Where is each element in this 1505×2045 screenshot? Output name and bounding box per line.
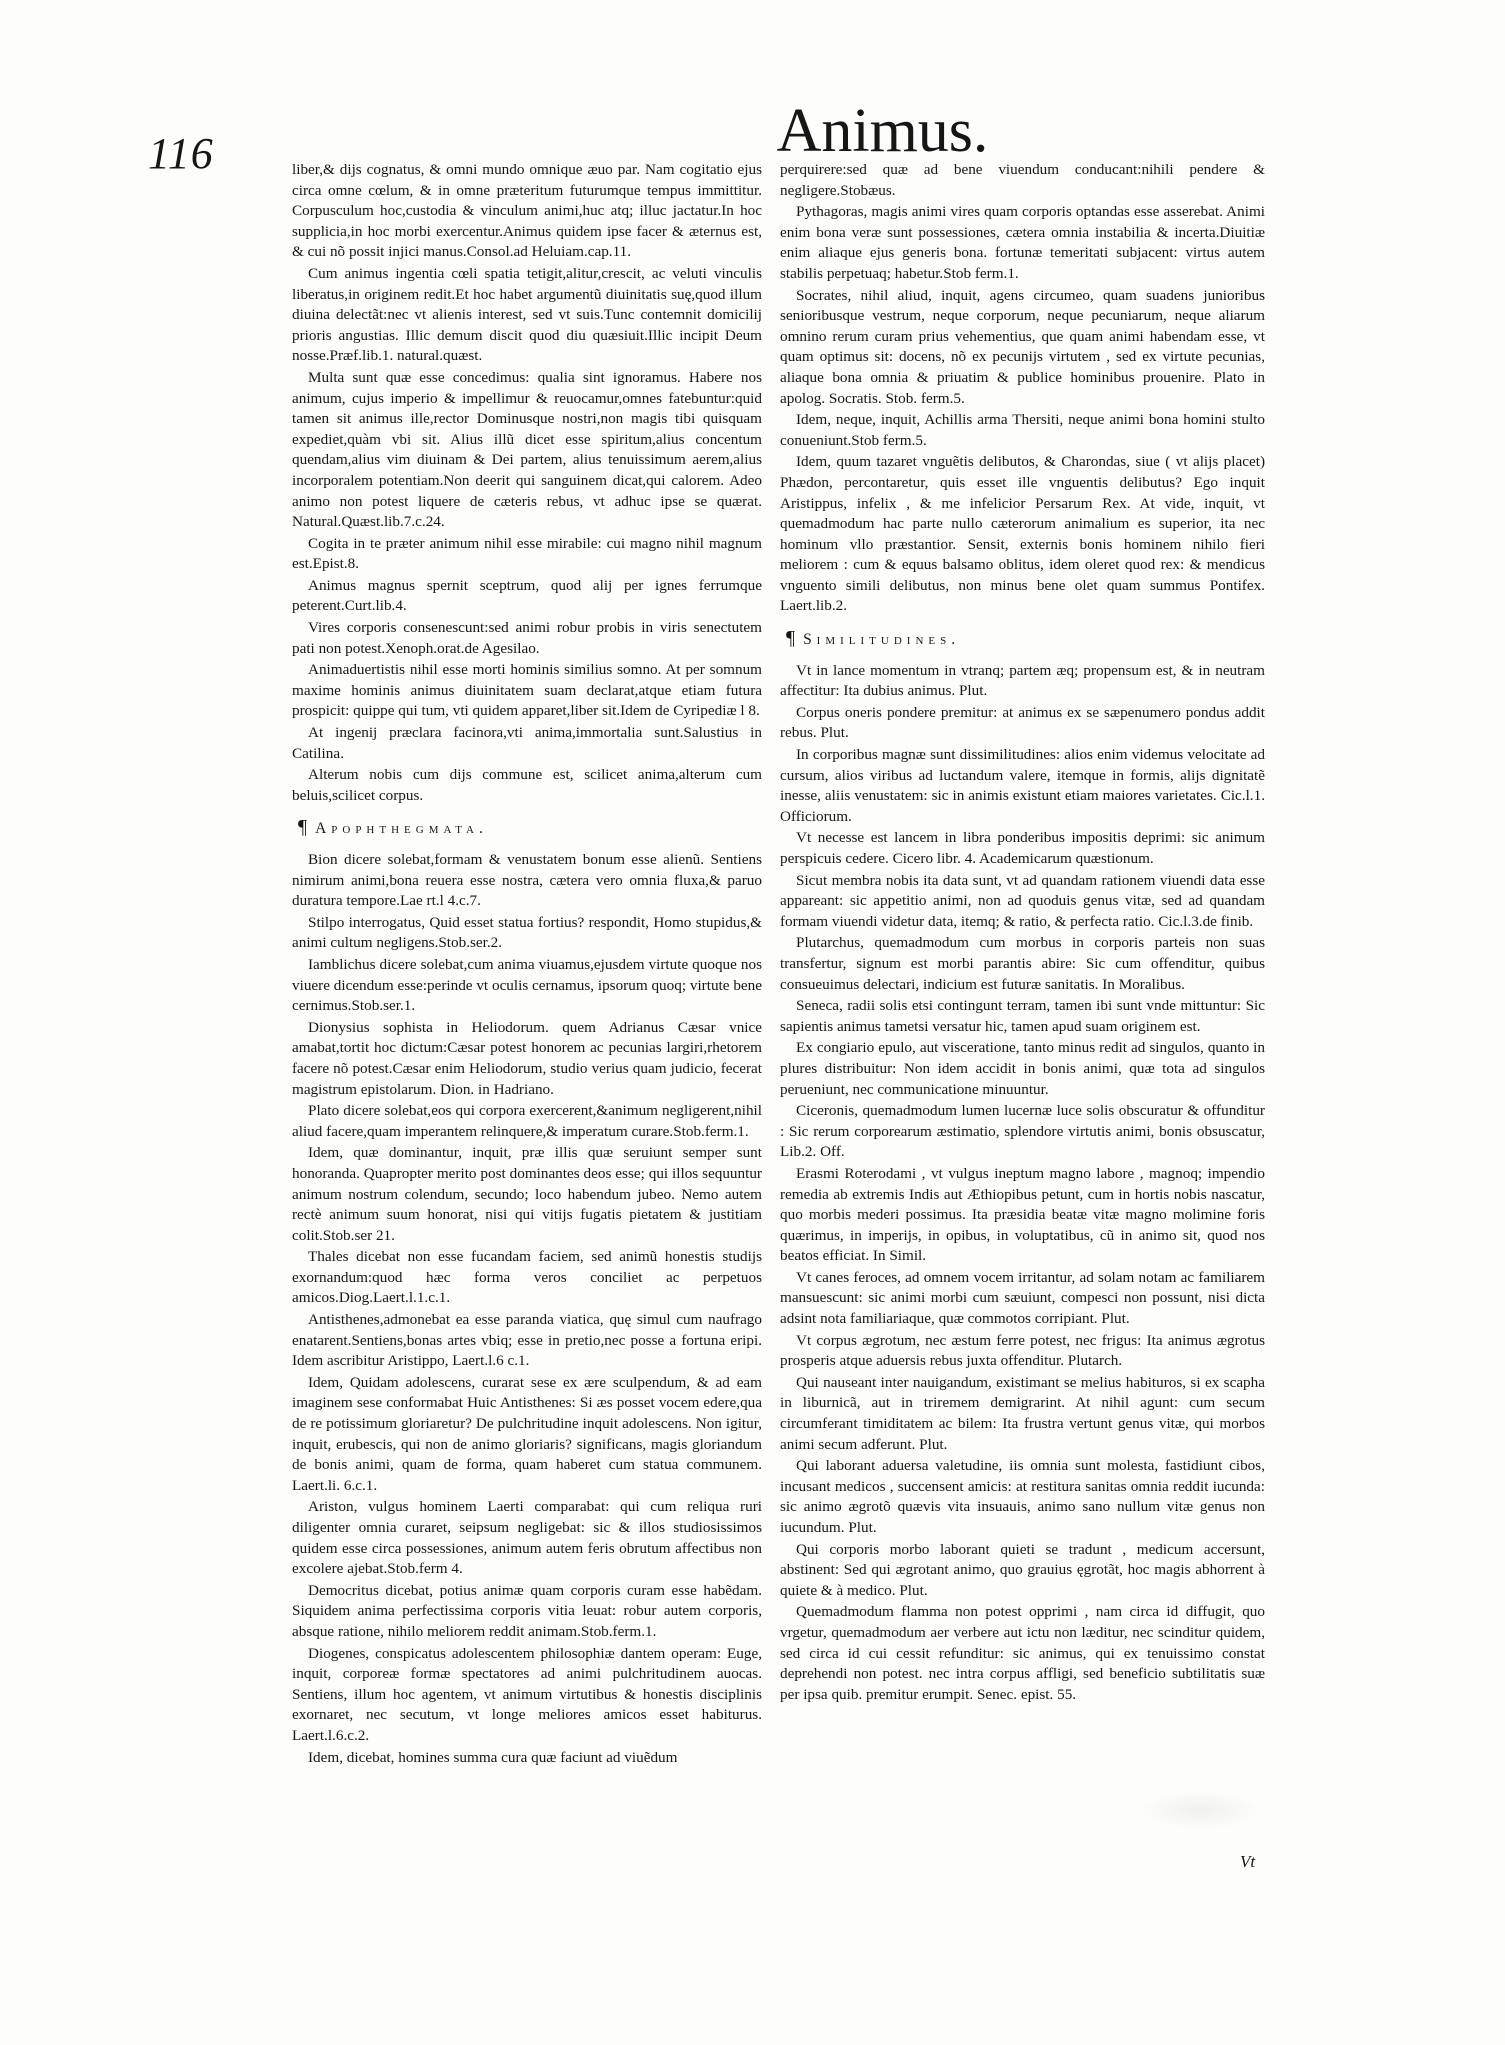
paragraph: Animaduertistis nihil esse morti hominis similius somno. At per somnum maxime hominis animus diuinitatem suam declarat,atque etiam futura prospicit: quippe qui tum, vti quidem apparet,liber sit.Idem de Cyripediæ l 8.	[292, 661, 762, 720]
paragraph: Thales dicebat non esse fucandam faciem, sed animũ honestis studijs exornandum:quod hæc forma veros conciliet ac perpetuos amicos.Diog.Laert.l.1.c.1.	[292, 1248, 762, 1307]
paragraph: perquirere:sed quæ ad bene viuendum conducant:nihili pendere & negligere.Stobæus.	[780, 161, 1265, 199]
section-heading-text: Similitudines.	[803, 631, 961, 649]
paragraph: Stilpo interrogatus, Quid esset statua fortius? respondit, Homo stupidus,& animi cultum negligens.Stob.ser.2.	[292, 913, 762, 952]
paragraph: Alterum nobis cum dijs commune est, scilicet anima,alterum cum beluis,scilicet corpus.	[292, 766, 762, 804]
paragraph: Idem, quæ dominantur, inquit, præ illis quæ seruiunt semper sunt honoranda. Quapropter merito post dominantes deos esse; qui illos sequuntur animum nostrum colendum, secundo; loco habendum jubeo. Nemo autem rectè animum suum honorat, nisi qui vitijs fugatis pietatem & justitiam colit.Stob.ser 21.	[292, 1144, 762, 1244]
paragraph: Multa sunt quæ esse concedimus: qualia sint ignoramus. Habere nos animum, cujus imperio & impellimur & reuocamur,omnes fatebuntur:quid tamen sit animus ille,rector Dominusque nostri,non magis tibi quisquam expediet,quàm vbi sit. Alius illũ dicet esse spiritum,alius concentum quendam,alius vim diuinam & Dei partem, alius tenuissimum aerem,alius incorporalem potentiam.Non deerit qui sanguinem dicat,qui calorem. Adeo animo non potest liquere de cæteris rebus, vt adhuc ipse se quærat. Natural.Quæst.lib.7.c.24.	[292, 368, 762, 531]
paragraph: Erasmi Roterodami , vt vulgus ineptum magno labore , magnoq; impendio remedia ab extremis Indis aut Æthiopibus petunt, cum in hortis nobis nascatur, quo morbis mederi possimus. Ita præsidia beatæ vitæ magno molimine foris quærimus, in imperijs, in opibus, in voluptatibus, cũ in animo sit, quod nos beatos efficiat. In Simil.	[780, 1164, 1265, 1265]
paragraph: Bion dicere solebat,formam & venustatem bonum esse alienũ. Sentiens nimirum animi,bona reuera esse nostra, cætera vero omnia fluxa,& paruo duratura tempore.Lae rt.l 4.c.7.	[292, 851, 762, 910]
paragraph: Idem, quum tazaret vnguẽtis delibutos, & Charondas, siue ( vt alijs placet) Phædon, percontaretur, quis esset ille vnguentis delibutus? Ego inquit Aristippus, infelix , & me infelicior Persarum Rex. At vide, inquit, vt quemadmodum hac parte nullo cæterorum animalium es superior, ita nec hominum vllo præstantior. Sensit, externis bonis hominem nihilo fieri meliorem : cum & equus balsamo oblitus, idem oleret quod rex: & mendicus vnguento simili delibutus, non minus bene olet quam summus Pontifex. Laert.lib.2.	[780, 453, 1265, 615]
paragraph: Qui corporis morbo laborant quieti se tradunt , medicum accersunt, abstinent: Sed qui ægrotant animo, quo grauius ęgrotãt, hoc magis abhorrent à quiete & à medico. Plut.	[780, 1540, 1265, 1599]
paragraph: Qui nauseant inter nauigandum, existimant se melius habituros, si ex scapha in liburnicã, aut in triremem demigrarint. At nihil agunt: cum secum circumferant timiditatem ac bilem: Ita frustra vertunt genus vitæ, qui morbos animi secum adferunt. Plut.	[780, 1373, 1265, 1453]
paragraph: Quemadmodum flamma non potest opprimi , nam circa id diffugit, quo vrgetur, quemadmodum aer verbere aut ictu non læditur, nec scinditur quidem, sed circa id cui cessit refunditur: sic animus, qui ex tenuissimo constat deprehendi non potest. nec intra corpus affligi, sed beneficio subtilitatis suæ per ipsa quib. premitur erumpit. Senec. epist. 55.	[780, 1603, 1265, 1703]
paragraph: Corpus oneris pondere premitur: at animus ex se sæpenumero pondus addit rebus. Plut.	[780, 703, 1265, 742]
paragraph: At ingenij præclara facinora,vti anima,immortalia sunt.Salustius in Catilina.	[292, 724, 762, 762]
paragraph: Dionysius sophista in Heliodorum. quem Adrianus Cæsar vnice amabat,tortit hoc dictum:Cæsar potest honorem ac pecunias largiri,rhetorem facere nõ potest.Cæsar enim Heliodorum, studio verius quam judicio, fecerat magistrum epistolarum. Dion. in Hadriano.	[292, 1018, 762, 1098]
running-head: Animus.	[776, 97, 989, 165]
page-number: 116	[148, 129, 214, 178]
paragraph: Plato dicere solebat,eos qui corpora exercerent,&animum negligerent,nihil aliud facere,quam imperantem relinquere,& imperatum curare.Stob.ferm.1.	[292, 1102, 762, 1140]
catchword: Vt	[1240, 1852, 1256, 1871]
ink-smudge	[1140, 1790, 1260, 1830]
paragraph: Plutarchus, quemadmodum cum morbus in corporis parteis non suas transfertur, signum est morbi parantis abire: Sic cum offenditur, quibus consueuimus delectari, indicium est futuræ sanitatis. In Moralibus.	[780, 934, 1265, 993]
paragraph: Socrates, nihil aliud, inquit, agens circumeo, quam suadens junioribus senioribusque vestrum, neque corporum, neque pecuniarum, neque aliarum omnino rerum curam prius vehementius, que quam animi habendam esse, vt quam optimus sit: docens, nõ ex pecunijs virtutem , sed ex virtute pecunias, aliaque bona omnia & priuatim & publice hominibus prouenire. Plato in apolog. Socratis. Stob. ferm.5.	[780, 286, 1265, 407]
section-heading-apophthegmata	[292, 817, 762, 840]
section-heading-text: Apophthegmata.	[315, 820, 488, 838]
section-heading-similitudines	[780, 628, 1265, 651]
paragraph: In corporibus magnæ sunt dissimilitudines: alios enim videmus velocitate ad cursum, alios viribus ad luctandum valere, itemque in formis, alijs dignitatẽ inesse, aliis venustatem: sic in animis existunt etiam maiores varietates. Cic.l.1. Officiorum.	[780, 746, 1265, 825]
paragraph: Vt in lance momentum in vtranq; partem æq; propensum est, & in neutram affectitur: Ita dubius animus. Plut.	[780, 661, 1265, 700]
paragraph: Diogenes, conspicatus adolescentem philosophiæ dantem operam: Euge, inquit, corporeæ formæ spectatores ad animi pulchritudinem auocas. Sentiens, illum hoc agentem, vt animum virtutibus & honestis disciplinis exornaret, nec secutum, vt longe meliores amicos esset habiturus. Laert.l.6.c.2.	[292, 1644, 762, 1744]
paragraph: Vires corporis consenescunt:sed animi robur probis in viris senectutem pati non potest.Xenoph.orat.de Agesilao.	[292, 619, 762, 657]
paragraph: Democritus dicebat, potius animæ quam corporis curam esse habẽdam. Siquidem anima perfectissima corporis vitia leuat: robur autem corporis, absque ratione, nihilo meliorem reddit animam.Stob.ferm.1.	[292, 1581, 762, 1640]
right-column	[780, 160, 1265, 1855]
paragraph: Vt necesse est lancem in libra ponderibus impositis deprimi: sic animum perspicuis cedere. Cicero libr. 4. Academicarum quæstionum.	[780, 829, 1265, 867]
paragraph: Ex congiario epulo, aut visceratione, tanto minus redit ad singulos, quanto in plures distribuitur: Non idem accidit in bonis animi, quæ tota ad singulos perueniunt, nec communicatione minuuntur.	[780, 1039, 1265, 1098]
paragraph: Animus magnus spernit sceptrum, quod alij per ignes ferrumque peterent.Curt.lib.4.	[292, 576, 762, 615]
paragraph: Idem, Quidam adolescens, curarat sese ex ære sculpendum, & ad eam imaginem sese conformabat Huic Antisthenes: Si æs posset vocem edere,qua de re potissimum gloriaretur? De pulchritudine inquit adolescens. Non igitur, inquit, erubescis, qui non de animo gloriaris? significans, magis gloriandum de bonis animi, quam de forma, quam haberet cum statua communem. Laert.li. 6.c.1.	[292, 1373, 762, 1494]
paragraph: Seneca, radii solis etsi contingunt terram, tamen ibi sunt vnde mittuntur: Sic sapientis animus tametsi versatur hic, tamen apud suam originem est.	[780, 997, 1265, 1035]
paragraph: Antisthenes,admonebat ea esse paranda viatica, quę simul cum naufrago enatarent.Sentiens,bonas artes vbiq; esse in pretio,nec posse a fortuna eripi. Idem ascribitur Aristippo, Laert.l.6 c.1.	[292, 1311, 762, 1370]
paragraph: Cogita in te præter animum nihil esse mirabile: cui magno nihil magnum est.Epist.8.	[292, 534, 762, 573]
paragraph: Vt canes feroces, ad omnem vocem irritantur, ad solam notam ac familiarem mansuescunt: sic animi morbi cum sæuiunt, compesci non possunt, nisi dicta adsint nota familiariaque, quæ commotos corripiant. Plut.	[780, 1268, 1265, 1328]
left-column	[292, 160, 762, 1855]
paragraph-mark-icon: ¶	[298, 816, 308, 839]
paragraph: Qui laborant aduersa valetudine, iis omnia sunt molesta, fastidiunt cibos, incusant medicos , succensent amicis: at restitura sanitas omnia reddit iucunda: sic animo ægrotõ quævis vita insuauis, animo sano nullum vitæ genus non iucundum. Plut.	[780, 1457, 1265, 1536]
paragraph: liber,& dijs cognatus, & omni mundo omnique æuo par. Nam cogitatio ejus circa omne cœlum, & in omne præteritum futurumque tempus immittitur. Corpusculum hoc,custodia & vinculum animi,huc atq; illuc jactatur.In hoc supplicia,in hoc morbi exercentur.Animus quidem ipse facer & æternus est, & cui nõ possit injici manus.Consol.ad Heluiam.cap.11.	[292, 161, 762, 261]
paragraph: Ariston, vulgus hominem Laerti comparabat: qui cum reliqua ruri diligenter omnia curaret, seipsum negligebat: sic & illos studiosissimos quidem esse circa possessiones, animum autem feris obrutum affectibus non excolere ajebat.Stob.ferm 4.	[292, 1498, 762, 1578]
paragraph: Vt corpus ægrotum, nec æstum ferre potest, nec frigus: Ita animus ægrotus prosperis atque aduersis rebus juxta offenditur. Plutarch.	[780, 1331, 1265, 1370]
paragraph: Ciceronis, quemadmodum lumen lucernæ luce solis obscuratur & offunditur : Sic rerum corporearum æstimatio, splendore virtutis animi, bonis obsuscatur, Lib.2. Off.	[780, 1102, 1265, 1161]
paragraph: Iamblichus dicere solebat,cum anima viuamus,ejusdem virtute quoque nos viuere dicendum esse:perinde vt oculis cernamus, ipsorum quoq; virtute bene cernimus.Stob.ser.1.	[292, 955, 762, 1015]
paragraph: Cum animus ingentia cœli spatia tetigit,alitur,crescit, ac veluti vinculis liberatus,in originem redit.Et hoc habet argumentũ diuinitatis suę,quod illum diuina delectãt:nec vt alienis interest, sed vt suis.Tunc contemnit domicilij prioris angustias. Illic demum discit quod diu quæsiuit.Illic incipit Deum nosse.Præf.lib.1. natural.quæst.	[292, 264, 762, 365]
paragraph: Idem, neque, inquit, Achillis arma Thersiti, neque animi bona homini stulto conueniunt.Stob ferm.5.	[780, 411, 1265, 449]
paragraph-mark-icon: ¶	[786, 627, 796, 650]
paragraph: Pythagoras, magis animi vires quam corporis optandas esse asserebat. Animi enim bona veræ sunt possessiones, cætera omnia instabilia & incerta.Diuitiæ enim aliaque ejus generis bona. fortunæ temeritati subjacent: virtus autem stabilis perpetuaq; habetur.Stob ferm.1.	[780, 203, 1265, 282]
paragraph: Idem, dicebat, homines summa cura quæ faciunt ad viuẽdum	[308, 1748, 678, 1766]
paragraph: Sicut membra nobis ita data sunt, vt ad quandam rationem viuendi data esse appareant: sic appetitio animi, non ad quoduis genus vitæ, sed ad quandam formam viuendi videtur data, itemq; & ratio, & perfecta ratio. Cic.l.3.de finib.	[780, 871, 1265, 930]
